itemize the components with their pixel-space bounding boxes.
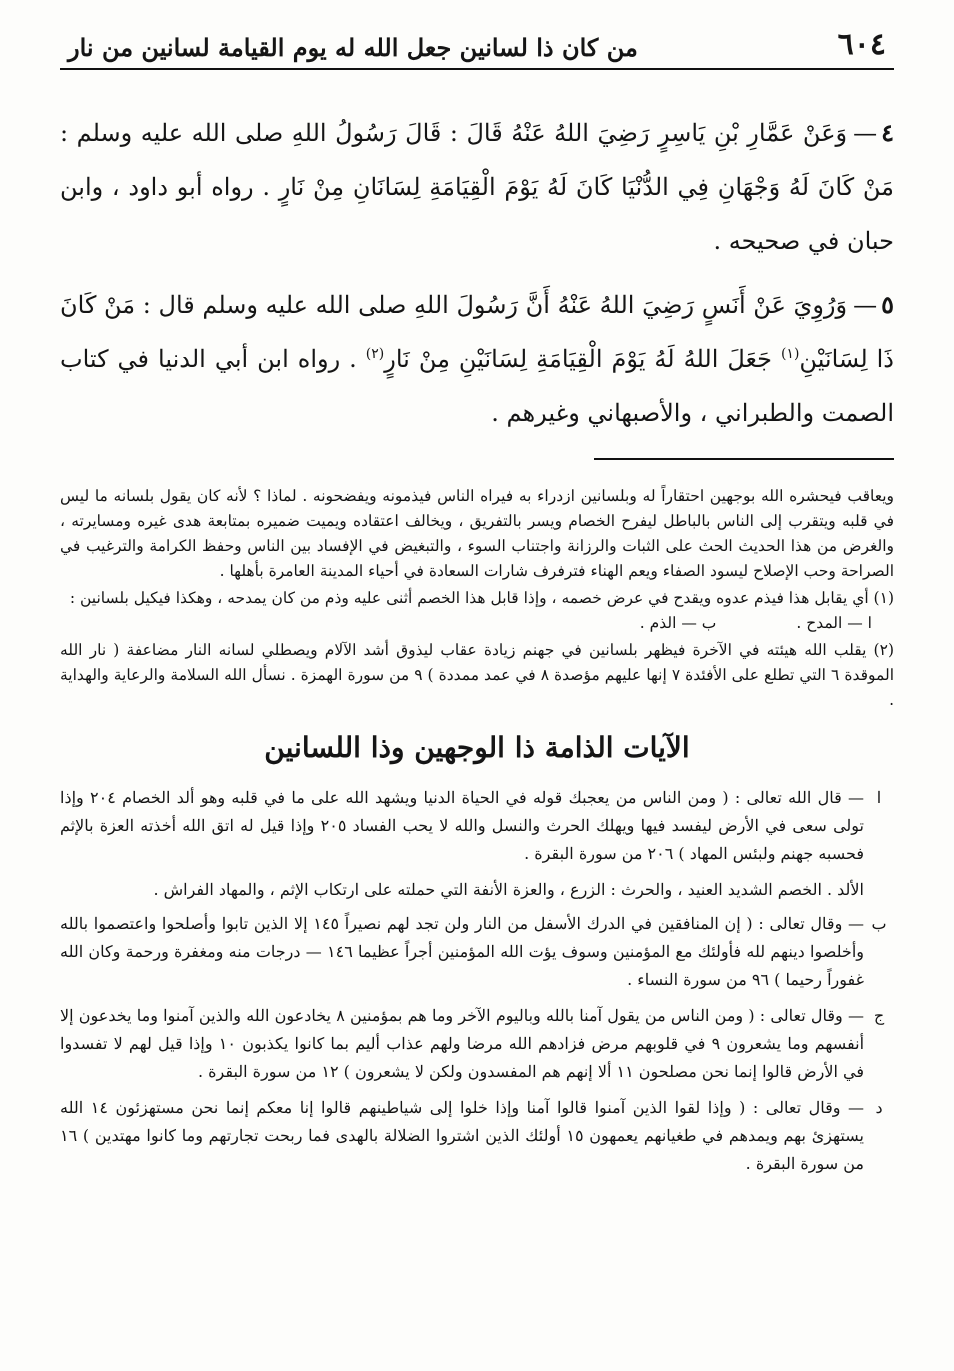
verse-item-d xyxy=(60,1094,894,1178)
verse-gloss: الألد . الخصم الشديد العنيد ، والحرث : الزرع ، والعزة الأنفة التي حملته على ارتكاب الإثم ، والمهاد الفراش . xyxy=(153,880,864,899)
verse-letter: ا xyxy=(876,788,882,807)
footnote-1: (١) أي يقابل هذا فيذم عدوه ويقدح في عرض خصمه ، وإذا قابل هذا الخصم أثنى عليه وذم من كان يمدحه ، وهكذا فيكيل بلسانين : xyxy=(69,589,894,607)
footnote-1-choices xyxy=(60,611,894,636)
verse-item-c xyxy=(60,1002,894,1086)
hadith-5: ٥—وَرُوِيَ عَنْ أَنَسٍ رَضِيَ اللهُ عَنْهُ أَنَّ رَسُولَ اللهِ صلى الله عليه وسلم قال : مَنْ كَانَ ذَا لِسَانَيْنِ$^{(١)}$ جَعَلَ اللهُ لَهُ يَوْمَ الْقِيَامَةِ لِسَانَيْنِ مِنْ نَارٍ$^{(٢)}$ . رواه ابن أبي الدنيا في كتاب الصمت والطبراني ، والأصبهاني وغيرهم . xyxy=(60,290,894,427)
page-number: ٦٠٤ xyxy=(837,27,886,62)
footnote-divider xyxy=(594,458,894,460)
footnote-ref-2: (٢) xyxy=(365,346,385,362)
commentary-text: ويعاقب فيحشره الله بوجهين احتقاراً له وبلسانين ازدراء به فيراه الناس فيذمونه ويفضحونه . لماذا ؟ لأنه كان يقول بلسانه ما ليس في قلبه ويتقرب إلى الناس بالباطل ليفرح الخصام ويسر بالتفريق ، ويخالف اعتقاده ويميت ضميره بمتابعة هدى غيره ومسايرته ، والغرض من هذا الحديث الحث على الثبات والرزانة واجتناب السوء ، والتبغيض في الإفساد بين الناس وحفظ الكرامة والترغيب في الصراحة وحب الإصلاح ليسود الصفاء ويعم الهناء فترفرف شارات السعادة في أحياء المدينة العامرة بأهلها . xyxy=(60,487,894,580)
verse-text: — وقال تعالى : ( ومن الناس من يقول آمنا بالله وباليوم الآخر وما هم بمؤمنين ٨ يخادعون الله والذين آمنوا وما يخدعون إلا أنفسهم وما يشعرون ٩ في قلوبهم مرض فزادهم الله مرضا ولهم عذاب أليم بما كانوا يكذبون ١٠ وإذا قيل لهم لا تفسدوا في الأرض قالوا إنما نحن مصلحون ١١ ألا إنهم هم المفسدون ولكن لا يشعرون ) ١٢ من سورة البقرة . xyxy=(60,1006,865,1081)
hadith-text-part-b: جَعَلَ اللهُ لَهُ يَوْمَ الْقِيَامَةِ لِسَانَيْنِ مِنْ نَارٍ xyxy=(384,345,772,373)
verse-item-b xyxy=(60,910,894,994)
hadith-4: ٤—وَعَنْ عَمَّارِ بْنِ يَاسِرٍ رَضِيَ اللهُ عَنْهُ قَالَ : قَالَ رَسُولُ اللهِ صلى الله عليه وسلم : مَنْ كَانَ لَهُ وَجْهَانِ فِي الدُّنْيَا كَانَ لَهُ يَوْمَ الْقِيَامَةِ لِسَانَانِ مِنْ نَارٍ . رواه أبو داود ، وابن حبان في صحيحه . xyxy=(60,118,894,255)
choice-blame: ب — الذم . xyxy=(639,614,717,632)
hadith-number: ٤ xyxy=(881,118,894,147)
verse-item-a xyxy=(60,784,894,868)
page-header xyxy=(60,8,894,70)
section-title: الآيات الذامة ذا الوجهين وذا اللسانين xyxy=(264,731,690,764)
verse-letter: ج xyxy=(873,1006,885,1025)
verse-letter: ب xyxy=(871,914,887,933)
verse-text: — وقال تعالى : ( وإذا لقوا الذين آمنوا قالوا آمنا وإذا خلوا إلى شياطينهم قالوا إنا معكم إنما نحن مستهزئون ١٤ الله يستهزئ بهم ويمدهم في طغيانهم يعمهون ١٥ أولئك الذين اشتروا الضلالة بالهدى فما ربحت تجارتهم وما كانوا مهتدين ) ١٦ من سورة البقرة . xyxy=(60,1098,865,1173)
choice-praise: ا — المدح . xyxy=(796,614,872,632)
book-page xyxy=(60,8,894,1371)
hadith-text: وَعَنْ عَمَّارِ بْنِ يَاسِرٍ رَضِيَ اللهُ عَنْهُ قَالَ : قَالَ رَسُولُ اللهِ صلى الله عليه وسلم : مَنْ كَانَ لَهُ وَجْهَانِ فِي الدُّنْيَا كَانَ لَهُ يَوْمَ الْقِيَامَةِ لِسَانَانِ مِنْ نَارٍ . رواه أبو داود ، وابن حبان في صحيحه . xyxy=(60,119,894,255)
footnote-ref-1: (١) xyxy=(780,346,800,362)
footnote-2: (٢) يقلب الله هيئته في الآخرة فيظهر بلسانين في جهنم زيادة عقاب ليذوق أشد الآلام ويصطلي لسانه النار مضاعفة ( نار الله الموقدة ٦ التي تطلع على الأفئدة ٧ إنها عليهم مؤصدة ٨ في عمد ممددة ) ٩ من سورة الهمزة . نسأل الله السلامة والرعاية والهداية . xyxy=(60,641,894,709)
hadith-text-part-a: وَرُوِيَ عَنْ أَنَسٍ رَضِيَ اللهُ عَنْهُ أَنَّ رَسُولَ اللهِ صلى الله عليه وسلم قال : مَنْ كَانَ ذَا لِسَانَيْنِ xyxy=(60,291,894,373)
hadith-text-part-c: . رواه ابن أبي الدنيا في كتاب الصمت والطبراني ، والأصبهاني وغيرهم . xyxy=(60,345,894,427)
verse-letter: د xyxy=(875,1098,883,1117)
verse-text: — وقال تعالى : ( إن المنافقين في الدرك الأسفل من النار ولن تجد لهم نصيراً ١٤٥ إلا الذين تابوا وأصلحوا واعتصموا بالله وأخلصوا دينهم لله فأولئك مع المؤمنين وسوف يؤت الله المؤمنين أجراً عظيما ١٤٦ — درجات منه ومغفرة ورحمة وكان الله غفوراً رحيما ) ٩٦ من سورة النساء . xyxy=(60,914,865,989)
running-title: من كان ذا لسانين جعل الله له يوم القيامة لسانين من نار xyxy=(68,33,638,62)
verse-text: — قال الله تعالى : ( ومن الناس من يعجبك قوله في الحياة الدنيا ويشهد الله على ما في قلبه وهو ألد الخصام ٢٠٤ وإذا تولى سعى في الأرض ليفسد فيها ويهلك الحرث والنسل والله لا يحب الفساد ٢٠٥ وإذا قيل له اتق الله أخذته العزة بالإثم فحسبه جهنم ولبئس المهاد ) ٢٠٦ من سورة البقرة . xyxy=(60,788,864,863)
hadith-number: ٥ xyxy=(881,290,894,319)
